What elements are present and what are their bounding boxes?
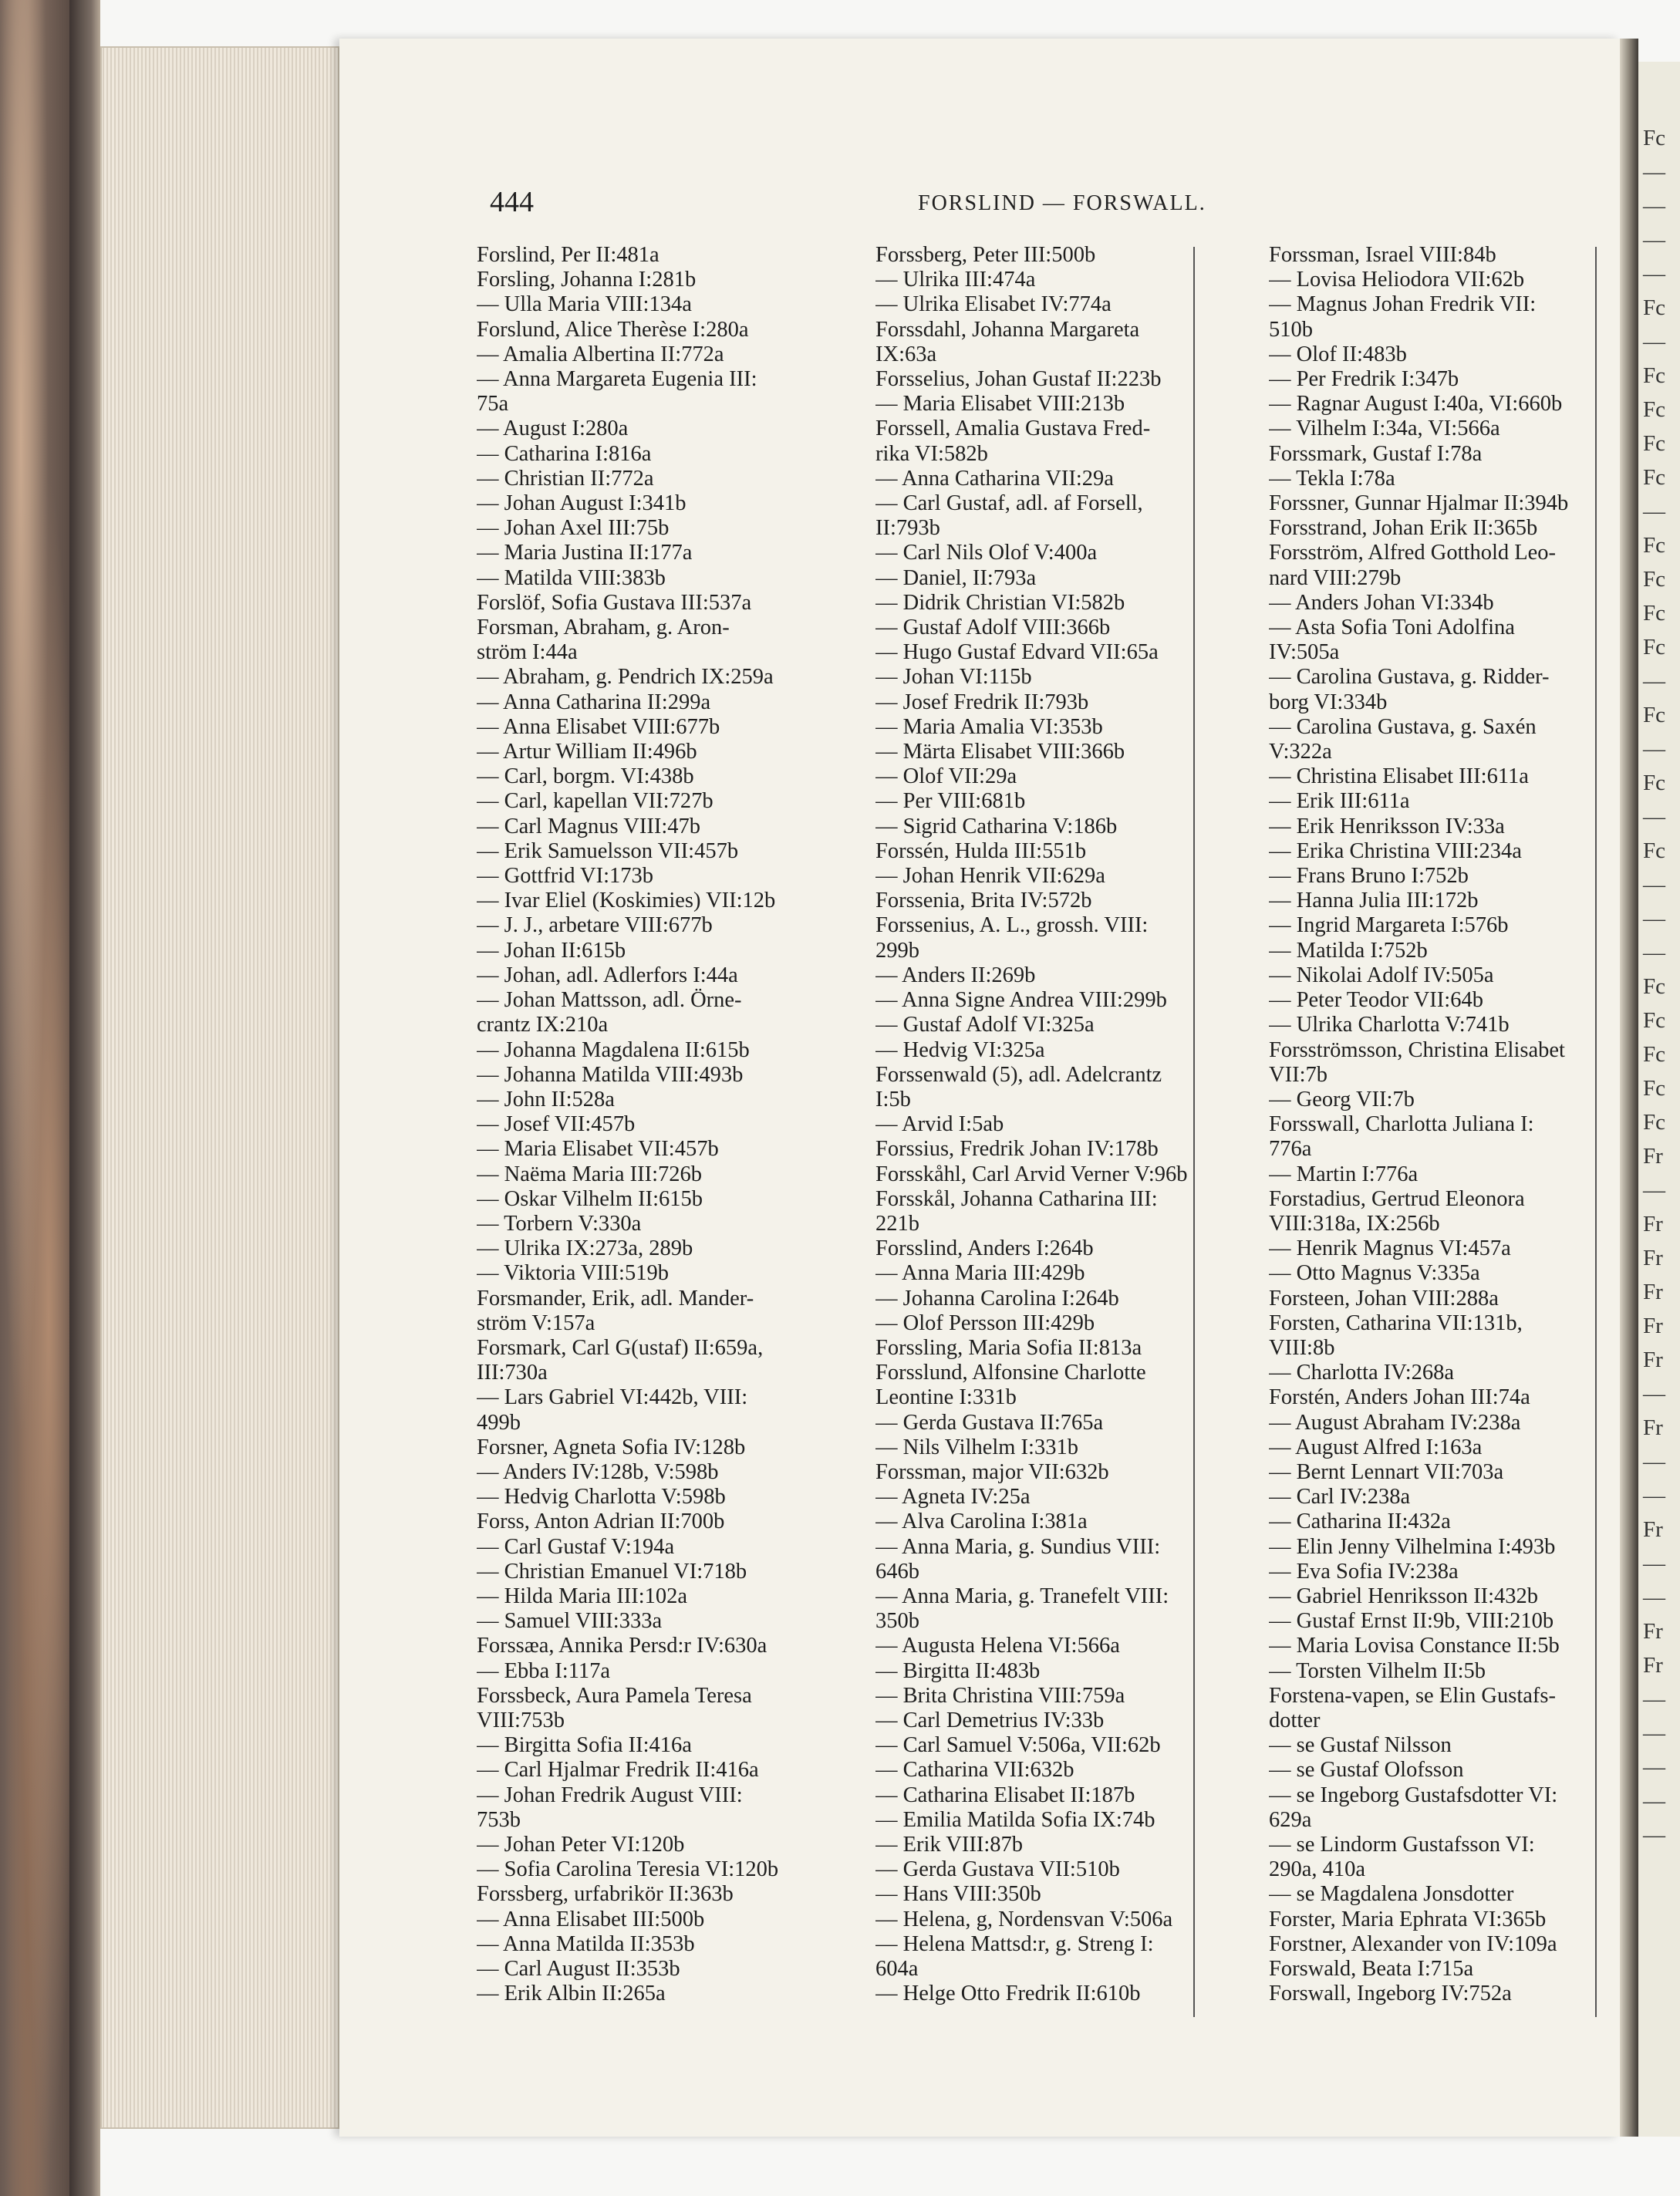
index-entry: — se Gustaf Olofsson <box>1269 1758 1464 1783</box>
index-entry: — Carl Samuel V:506a, VII:62b <box>875 1733 1161 1758</box>
index-entry: Forstena-vapen, se Elin Gustafs- <box>1269 1683 1556 1708</box>
index-entry: — Helge Otto Fredrik II:610b <box>875 1982 1141 2006</box>
index-entry: — Ivar Eliel (Koskimies) VII:12b <box>477 889 776 913</box>
index-entry: — Amalia Albertina II:772a <box>477 342 724 366</box>
index-entry: Forsling, Johanna I:281b <box>477 268 697 292</box>
index-entry: — Per VIII:681b <box>875 789 1026 814</box>
index-entry: — Johan II:615b <box>477 938 626 963</box>
index-entry: — Frans Bruno I:752b <box>1269 864 1469 889</box>
next-page-fragment: — <box>1643 1483 1665 1508</box>
next-page-fragment: Fc <box>1643 533 1665 558</box>
index-entry: — Helena, g, Nordensvan V:506a <box>875 1907 1173 1931</box>
index-entry: 221b <box>875 1211 919 1236</box>
running-head: FORSLIND — FORSWALL. <box>918 191 1206 215</box>
index-entry: — Carolina Gustava, g. Ridder- <box>1269 665 1550 690</box>
index-entry: Forster, Maria Ephrata VI:365b <box>1269 1907 1547 1931</box>
index-entry: — Hanna Julia III:172b <box>1269 889 1479 913</box>
index-entry: Forsslind, Anders I:264b <box>875 1236 1094 1261</box>
index-entry: Forssenwald (5), adl. Adelcrantz <box>875 1062 1162 1087</box>
index-entry: — J. J., arbetare VIII:677b <box>477 913 713 938</box>
index-entry: — Carl Demetrius IV:33b <box>875 1708 1105 1732</box>
index-entry: — Ulrika Elisabet IV:774a <box>875 292 1112 317</box>
index-entry: — Nils Vilhelm I:331b <box>875 1435 1078 1459</box>
index-entry: Forsteen, Johan VIII:288a <box>1269 1286 1499 1311</box>
next-page-fragment: — <box>1643 1178 1665 1203</box>
index-entry: Forslind, Per II:481a <box>477 243 660 267</box>
next-page-fragment: — <box>1643 1585 1665 1610</box>
index-entry: — Ulrika III:474a <box>875 268 1036 292</box>
index-entry: Forssenia, Brita IV:572b <box>875 889 1092 913</box>
next-page-fragment: Fc <box>1643 838 1665 863</box>
index-entry: Forsner, Agneta Sofia IV:128b <box>477 1435 746 1459</box>
index-entry: — Catharina VII:632b <box>875 1758 1074 1783</box>
next-page-fragment: Fc <box>1643 431 1665 456</box>
index-entry: — Ulla Maria VIII:134a <box>477 292 692 317</box>
index-entry: — Samuel VIII:333a <box>477 1609 663 1634</box>
page-number: 444 <box>490 186 534 218</box>
index-entry: Forsström, Alfred Gotthold Leo- <box>1269 541 1557 565</box>
next-page-fragment: — <box>1643 872 1665 897</box>
next-page-fragment: Fr <box>1643 1280 1663 1304</box>
index-entry: — Sigrid Catharina V:186b <box>875 814 1118 838</box>
index-entry: rika VI:582b <box>875 441 988 466</box>
index-entry: — Lars Gabriel VI:442b, VIII: <box>477 1385 748 1410</box>
index-entry: 510b <box>1269 317 1313 342</box>
index-entry: — Magnus Johan Fredrik VII: <box>1269 292 1537 317</box>
index-entry: Forssberg, urfabrikör II:363b <box>477 1882 734 1907</box>
index-entry: — Ebba I:117a <box>477 1658 611 1683</box>
index-entry: I:5b <box>875 1087 911 1111</box>
index-entry: — Nikolai Adolf IV:505a <box>1269 963 1494 987</box>
index-entry: — Carl Hjalmar Fredrik II:416a <box>477 1758 759 1783</box>
index-entry: — Vilhelm I:34a, VI:566a <box>1269 417 1500 441</box>
index-entry: IV:505a <box>1269 640 1340 665</box>
index-entry: — Matilda VIII:383b <box>477 565 666 590</box>
next-page-fragment: — <box>1643 160 1665 184</box>
index-entry: — Ulrika Charlotta V:741b <box>1269 1013 1510 1037</box>
index-entry: — Johanna Carolina I:264b <box>875 1286 1119 1311</box>
index-entry: — Johan August I:341b <box>477 491 687 516</box>
index-entry: — Per Fredrik I:347b <box>1269 367 1459 392</box>
index-column-3 <box>1269 243 1635 2006</box>
index-entry: — Gustaf Adolf VI:325a <box>875 1013 1095 1037</box>
next-page-fragment: — <box>1643 737 1665 761</box>
index-entry: Forssén, Hulda III:551b <box>875 838 1087 863</box>
index-column-1 <box>477 243 843 2006</box>
next-page-fragment: — <box>1643 805 1665 829</box>
index-entry: — Johan Henrik VII:629a <box>875 864 1105 889</box>
index-entry: — Artur William II:496b <box>477 740 697 764</box>
index-entry: III:730a <box>477 1361 548 1385</box>
index-entry: — Carl Gustaf V:194a <box>477 1534 675 1559</box>
index-entry: — Olof Persson III:429b <box>875 1311 1095 1335</box>
index-entry: — Catharina II:432a <box>1269 1510 1451 1534</box>
index-entry: — John II:528a <box>477 1087 615 1111</box>
page-stack <box>100 46 339 2129</box>
index-entry: — Asta Sofia Toni Adolfina <box>1269 616 1515 640</box>
index-entry: — Naëma Maria III:726b <box>477 1162 703 1186</box>
next-page-fragment: — <box>1643 1755 1665 1779</box>
index-entry: — Josef Fredrik II:793b <box>875 690 1089 714</box>
next-page-fragment: Fc <box>1643 703 1665 727</box>
index-entry: — Gustaf Ernst II:9b, VIII:210b <box>1269 1609 1554 1634</box>
index-entry: — Anna Maria III:429b <box>875 1261 1085 1286</box>
next-page-fragment: Fc <box>1643 771 1665 795</box>
next-page-fragment: Fr <box>1643 1653 1663 1678</box>
index-entry: — Erik III:611a <box>1269 789 1410 814</box>
index-entry: — Hedvig VI:325a <box>875 1037 1045 1062</box>
index-entry: Forsstrand, Johan Erik II:365b <box>1269 516 1538 541</box>
index-entry: nard VIII:279b <box>1269 565 1402 590</box>
index-entry: 299b <box>875 938 919 963</box>
book-page <box>339 39 1620 2137</box>
index-entry: — Anna Maria, g. Tranefelt VIII: <box>875 1584 1169 1608</box>
next-page-fragment: — <box>1643 1789 1665 1813</box>
index-entry: — Didrik Christian VI:582b <box>875 590 1125 615</box>
index-entry: — Maria Elisabet VII:457b <box>477 1137 719 1162</box>
index-entry: Forssdahl, Johanna Margareta <box>875 317 1140 342</box>
index-entry: — Sofia Carolina Teresia VI:120b <box>477 1857 779 1882</box>
index-entry: — Anna Signe Andrea VIII:299b <box>875 988 1167 1013</box>
next-page-fragment: Fc <box>1643 1008 1665 1033</box>
index-entry: Forsselius, Johan Gustaf II:223b <box>875 367 1162 392</box>
index-entry: Forslund, Alice Therèse I:280a <box>477 317 749 342</box>
index-entry: Forsskåhl, Carl Arvid Verner V:96b <box>875 1162 1188 1186</box>
index-entry: ström V:157a <box>477 1311 595 1335</box>
index-entry: — Augusta Helena VI:566a <box>875 1634 1120 1658</box>
index-entry: — Oskar Vilhelm II:615b <box>477 1186 703 1211</box>
index-entry: Forssenius, A. L., grossh. VIII: <box>875 913 1149 938</box>
index-entry: — Birgitta Sofia II:416a <box>477 1733 692 1758</box>
next-page-edge <box>1638 62 1680 2137</box>
index-entry: VIII:8b <box>1269 1335 1335 1360</box>
index-entry: — Lovisa Heliodora VII:62b <box>1269 268 1525 292</box>
next-page-fragment: Fr <box>1643 1314 1663 1338</box>
index-entry: — Christina Elisabet III:611a <box>1269 764 1529 789</box>
next-page-fragment: — <box>1643 1381 1665 1406</box>
index-entry: — Erik VIII:87b <box>875 1833 1024 1857</box>
index-entry: 753b <box>477 1807 521 1832</box>
index-entry: dotter <box>1269 1708 1321 1732</box>
index-entry: Forsmander, Erik, adl. Mander- <box>477 1286 754 1311</box>
index-entry: — Eva Sofia IV:238a <box>1269 1559 1459 1584</box>
index-entry: — Gottfrid VI:173b <box>477 864 654 889</box>
index-entry: — Maria Elisabet VIII:213b <box>875 392 1125 417</box>
index-entry: 604a <box>875 1957 919 1982</box>
next-page-fragment: Fc <box>1643 295 1665 320</box>
index-entry: — Gerda Gustava II:765a <box>875 1410 1104 1435</box>
page-header <box>339 185 1620 220</box>
index-entry: Forssberg, Peter III:500b <box>875 243 1096 267</box>
index-entry: — Ragnar August I:40a, VI:660b <box>1269 392 1563 417</box>
index-entry: — Catharina Elisabet II:187b <box>875 1783 1135 1807</box>
book-gutter <box>1620 39 1638 2137</box>
index-column-2 <box>875 243 1242 2006</box>
next-page-fragment: Fc <box>1643 601 1665 626</box>
index-entry: — Anna Elisabet III:500b <box>477 1907 705 1931</box>
index-entry: — Hugo Gustaf Edvard VII:65a <box>875 640 1159 665</box>
next-page-fragment: — <box>1643 906 1665 931</box>
index-entry: — Charlotta IV:268a <box>1269 1361 1455 1385</box>
book-cover-marbled-edge <box>0 0 69 2196</box>
index-entry: crantz IX:210a <box>477 1013 609 1037</box>
index-entry: — Johan Mattsson, adl. Örne- <box>477 988 742 1013</box>
index-entry: — Johan VI:115b <box>875 665 1032 690</box>
index-entry: — Otto Magnus V:335a <box>1269 1261 1480 1286</box>
next-page-fragment: Fr <box>1643 1619 1663 1644</box>
index-entry: Forssman, major VII:632b <box>875 1459 1109 1484</box>
index-entry: — Matilda I:752b <box>1269 938 1428 963</box>
next-page-fragment: Fr <box>1643 1348 1663 1372</box>
next-page-fragment: — <box>1643 1551 1665 1576</box>
index-entry: — Carl, borgm. VI:438b <box>477 764 694 789</box>
index-entry: 629a <box>1269 1807 1312 1832</box>
index-entry: — Anna Catharina VII:29a <box>875 466 1114 491</box>
index-entry: — Carl Nils Olof V:400a <box>875 541 1098 565</box>
next-page-fragment: — <box>1643 1823 1665 1847</box>
index-entry: Forssmark, Gustaf I:78a <box>1269 441 1483 466</box>
index-entry: ström I:44a <box>477 640 578 665</box>
index-entry: — Emilia Matilda Sofia IX:74b <box>875 1807 1155 1832</box>
index-entry: — Erika Christina VIII:234a <box>1269 838 1522 863</box>
index-entry: Forstén, Anders Johan III:74a <box>1269 1385 1530 1410</box>
index-entry: — se Lindorm Gustafsson VI: <box>1269 1833 1535 1857</box>
index-entry: — Anders Johan VI:334b <box>1269 590 1494 615</box>
index-entry: Forsströmsson, Christina Elisabet <box>1269 1037 1565 1062</box>
next-page-fragment: — <box>1643 1449 1665 1474</box>
index-entry: 75a <box>477 392 509 417</box>
index-entry: — Georg VII:7b <box>1269 1087 1415 1111</box>
index-entry: — Bernt Lennart VII:703a <box>1269 1459 1504 1484</box>
next-page-fragment: Fc <box>1643 397 1665 422</box>
index-entry: — Christian Emanuel VI:718b <box>477 1559 747 1584</box>
index-entry: — Erik Albin II:265a <box>477 1982 666 2006</box>
next-page-fragment: Fc <box>1643 1110 1665 1135</box>
index-entry: — Martin I:776a <box>1269 1162 1419 1186</box>
book-spine-edge <box>69 0 100 2196</box>
index-entry: — Catharina I:816a <box>477 441 652 466</box>
index-entry: — Josef VII:457b <box>477 1112 636 1137</box>
index-entry: — Torbern V:330a <box>477 1211 642 1236</box>
next-page-fragment: Fc <box>1643 126 1665 150</box>
index-entry: Forslöf, Sofia Gustava III:537a <box>477 590 752 615</box>
index-entry: Forsslund, Alfonsine Charlotte <box>875 1361 1146 1385</box>
next-page-fragment: Fc <box>1643 567 1665 592</box>
index-entry: — Olof VII:29a <box>875 764 1017 789</box>
next-page-fragment: — <box>1643 261 1665 286</box>
index-entry: Forssling, Maria Sofia II:813a <box>875 1335 1142 1360</box>
index-entry: — Erik Samuelsson VII:457b <box>477 838 739 863</box>
index-entry: 290a, 410a <box>1269 1857 1366 1882</box>
index-entry: II:793b <box>875 516 940 541</box>
index-entry: — Daniel, II:793a <box>875 565 1037 590</box>
next-page-fragment: Fc <box>1643 1076 1665 1101</box>
index-entry: — Arvid I:5ab <box>875 1112 1004 1137</box>
index-entry: VIII:318a, IX:256b <box>1269 1211 1440 1236</box>
index-entry: — Carl IV:238a <box>1269 1485 1411 1510</box>
next-page-fragment: Fc <box>1643 465 1665 490</box>
next-page-fragment: — <box>1643 228 1665 252</box>
index-entry: — Ingrid Margareta I:576b <box>1269 913 1509 938</box>
index-entry: 350b <box>875 1609 919 1634</box>
index-entry: — Helena Mattsd:r, g. Streng I: <box>875 1931 1154 1956</box>
index-entry: 499b <box>477 1410 521 1435</box>
index-entry: V:322a <box>1269 740 1332 764</box>
index-entry: — Alva Carolina I:381a <box>875 1510 1088 1534</box>
index-entry: Forssman, Israel VIII:84b <box>1269 243 1496 267</box>
next-page-fragment: Fr <box>1643 1517 1663 1542</box>
next-page-fragment: — <box>1643 669 1665 693</box>
next-page-fragment: Fr <box>1643 1212 1663 1236</box>
index-entry: VII:7b <box>1269 1062 1327 1087</box>
index-entry: — Henrik Magnus VI:457a <box>1269 1236 1511 1261</box>
index-entry: — Johan Fredrik August VIII: <box>477 1783 743 1807</box>
index-entry: — Elin Jenny Vilhelmina I:493b <box>1269 1534 1556 1559</box>
index-entry: — Ulrika IX:273a, 289b <box>477 1236 693 1261</box>
index-entry: Forsten, Catharina VII:131b, <box>1269 1311 1523 1335</box>
next-page-fragment: Fc <box>1643 363 1665 388</box>
index-entry: 646b <box>875 1559 919 1584</box>
index-entry: — Anna Matilda II:353b <box>477 1931 695 1956</box>
next-page-fragment: Fc <box>1643 635 1665 659</box>
index-entry: — Viktoria VIII:519b <box>477 1261 669 1286</box>
index-entry: — Peter Teodor VII:64b <box>1269 988 1483 1013</box>
index-entry: Forssbeck, Aura Pamela Teresa <box>477 1683 752 1708</box>
index-entry: — Anna Maria, g. Sundius VIII: <box>875 1534 1161 1559</box>
index-entry: — Abraham, g. Pendrich IX:259a <box>477 665 774 690</box>
index-entry: borg VI:334b <box>1269 690 1388 714</box>
index-entry: — Hans VIII:350b <box>875 1882 1041 1907</box>
index-entry: Forss, Anton Adrian II:700b <box>477 1510 725 1534</box>
index-entry: — Johanna Matilda VIII:493b <box>477 1062 744 1087</box>
index-entry: — Hilda Maria III:102a <box>477 1584 688 1608</box>
index-entry: — Johanna Magdalena II:615b <box>477 1037 750 1062</box>
index-entry: Forsswall, Charlotta Juliana I: <box>1269 1112 1534 1137</box>
index-entry: — Hedvig Charlotta V:598b <box>477 1485 726 1510</box>
next-page-fragment: — <box>1643 1721 1665 1746</box>
index-entry: — Märta Elisabet VIII:366b <box>875 740 1125 764</box>
next-page-fragment: — <box>1643 1687 1665 1712</box>
index-entry: Leontine I:331b <box>875 1385 1017 1410</box>
index-entry: Forssner, Gunnar Hjalmar II:394b <box>1269 491 1569 516</box>
index-entry: — Maria Lovisa Constance II:5b <box>1269 1634 1560 1658</box>
index-entry: — Gerda Gustava VII:510b <box>875 1857 1120 1882</box>
index-entry: 776a <box>1269 1137 1312 1162</box>
index-entry: — Gustaf Adolf VIII:366b <box>875 616 1111 640</box>
index-entry: Forssæa, Annika Persd:r IV:630a <box>477 1634 767 1658</box>
next-page-fragment: Fr <box>1643 1415 1663 1440</box>
index-entry: — August Alfred I:163a <box>1269 1435 1483 1459</box>
index-entry: — Carl August II:353b <box>477 1957 680 1982</box>
index-entry: — Anna Catharina II:299a <box>477 690 711 714</box>
index-entry: — Torsten Vilhelm II:5b <box>1269 1658 1486 1683</box>
next-page-fragment: — <box>1643 499 1665 524</box>
index-entry: — Anna Margareta Eugenia III: <box>477 367 757 392</box>
index-entry: — Johan Axel III:75b <box>477 516 670 541</box>
index-entry: — Maria Amalia VI:353b <box>875 714 1103 739</box>
index-entry: — Anders IV:128b, V:598b <box>477 1459 719 1484</box>
index-entry: — Maria Justina II:177a <box>477 541 693 565</box>
index-entry: — Gabriel Henriksson II:432b <box>1269 1584 1539 1608</box>
index-entry: — Erik Henriksson IV:33a <box>1269 814 1505 838</box>
index-entry: Forswald, Beata I:715a <box>1269 1957 1474 1982</box>
next-page-fragment: Fr <box>1643 1246 1663 1270</box>
index-entry: — Tekla I:78a <box>1269 466 1395 491</box>
index-entry: Forsman, Abraham, g. Aron- <box>477 616 730 640</box>
index-entry: — Anna Elisabet VIII:677b <box>477 714 720 739</box>
index-entry: Forswall, Ingeborg IV:752a <box>1269 1982 1512 2006</box>
index-entry: — Brita Christina VIII:759a <box>875 1683 1125 1708</box>
index-entry: Forstner, Alexander von IV:109a <box>1269 1931 1557 1956</box>
index-entry: — Anders II:269b <box>875 963 1036 987</box>
index-entry: — se Ingeborg Gustafsdotter VI: <box>1269 1783 1558 1807</box>
index-entry: — August Abraham IV:238a <box>1269 1410 1521 1435</box>
index-entry: — Carl Gustaf, adl. af Forsell, <box>875 491 1143 516</box>
next-page-fragment: Fc <box>1643 974 1665 999</box>
index-entry: — se Magdalena Jonsdotter <box>1269 1882 1514 1907</box>
index-entry: VIII:753b <box>477 1708 565 1732</box>
index-entry: Forssius, Fredrik Johan IV:178b <box>875 1137 1159 1162</box>
index-entry: — Carl, kapellan VII:727b <box>477 789 713 814</box>
index-entry: — Christian II:772a <box>477 466 654 491</box>
next-page-fragment: — <box>1643 329 1665 354</box>
next-page-fragment: — <box>1643 194 1665 218</box>
index-entry: — Agneta IV:25a <box>875 1485 1031 1510</box>
index-entry: Forstadius, Gertrud Eleonora <box>1269 1186 1525 1211</box>
index-entry: — August I:280a <box>477 417 629 441</box>
index-entry: — Birgitta II:483b <box>875 1658 1041 1683</box>
index-entry: — Carl Magnus VIII:47b <box>477 814 700 838</box>
index-entry: Forsskål, Johanna Catharina III: <box>875 1186 1158 1211</box>
index-entry: Forsmark, Carl G(ustaf) II:659a, <box>477 1335 764 1360</box>
next-page-fragment: Fr <box>1643 1144 1663 1169</box>
index-entry: — Olof II:483b <box>1269 342 1407 366</box>
next-page-fragment: Fc <box>1643 1042 1665 1067</box>
index-entry: — Carolina Gustava, g. Saxén <box>1269 714 1537 739</box>
index-entry: — Johan, adl. Adlerfors I:44a <box>477 963 738 987</box>
index-entry: Forssell, Amalia Gustava Fred- <box>875 417 1151 441</box>
index-entry: — se Gustaf Nilsson <box>1269 1733 1452 1758</box>
index-entry: — Johan Peter VI:120b <box>477 1833 685 1857</box>
next-page-fragment: — <box>1643 940 1665 965</box>
index-entry: IX:63a <box>875 342 937 366</box>
